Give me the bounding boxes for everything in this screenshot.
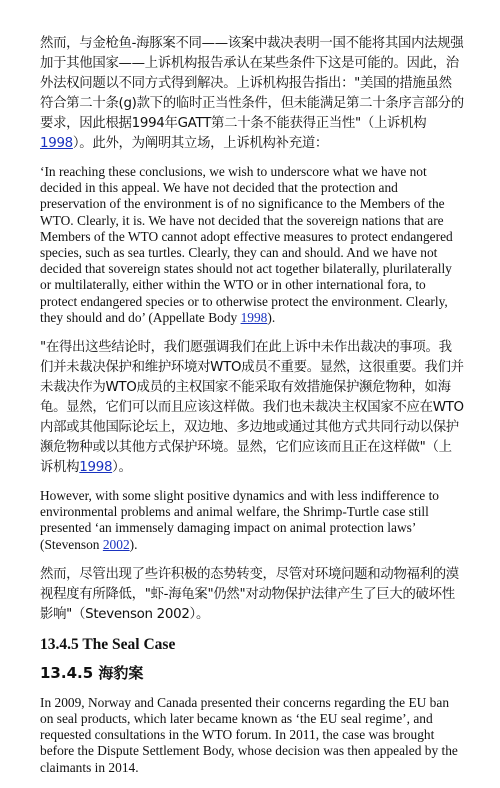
paragraph-text: 然而，与金枪鱼-海豚案不同——该案中裁决表明一国不能将其国内法规强加于其他国家——上诉机构报告承认在某些条件下这是可能的。因此，治外法权问题以不同方式得到解决。上诉机构报告指出："美国的措施虽然符合第二十条(g)款下的临时正当性条件，但未能满足第二十条序言部分的要求，因此根据1994年GATT第二十条不能获得正当性"（上诉机构 — [40, 36, 464, 131]
citation-link-1998[interactable]: 1998 — [79, 460, 113, 476]
citation-link-1998[interactable]: 1998 — [240, 309, 268, 325]
document-page — [40, 34, 464, 788]
section-heading-zh: 13.4.5 海豹案 — [40, 663, 144, 682]
section-heading-en: 13.4.5 The Seal Case — [40, 635, 176, 653]
citation-link-1998[interactable]: 1998 — [40, 136, 73, 151]
paragraph-zh-quote — [40, 338, 464, 478]
paragraph-tail: ）。此外，为阐明其立场，上诉机构补充道： — [72, 136, 329, 151]
paragraph-en-quote — [40, 164, 464, 326]
paragraph-tail: ）。 — [112, 460, 132, 476]
paragraph-tail: ). — [129, 536, 138, 552]
paragraph-text: ‘In reaching these conclusions, we wish to underscore what we have not decided in this appeal. We have not decided that the protection and preservation of the environment is of no significance to the Members of the WTO. Clearly, it is. We have not decided that the sovereign nations that are Members of the WTO cannot adopt effective measures to protect endangered species, such as sea turtles. Clearly, they can and should. And we have not decided that sovereign states should not act together bilaterally, plurilaterally or multilaterally, either within the WTO or in other international fora, to protect endangered species or to otherwise protect the environment. Clearly, they should and do’ (Appellate Body — [40, 164, 453, 325]
citation-link-2002[interactable]: 2002 — [102, 536, 130, 552]
paragraph-zh-appellate-report — [40, 34, 464, 154]
paragraph-zh-dynamics: 然而，尽管出现了些许积极的态势转变，尽管对环境问题和动物福利的漠视程度有所降低，"虾-海龟案"仍然"对动物保护法律产生了巨大的破坏性影响"（Stevenson 2002）。 — [40, 566, 459, 622]
paragraph-text: However, with some slight positive dynamics and with less indifference to environmental problems and animal welfare, the Shrimp-Turtle case still presented ‘an immensely damaging impact on animal protection laws’ (Stevenson — [40, 488, 439, 552]
paragraph-tail: ). — [267, 309, 276, 325]
paragraph-text: "在得出这些结论时，我们愿强调我们在此上诉中未作出裁决的事项。我们并未裁决保护和维护环境对WTO成员不重要。显然，这很重要。我们并未裁决作为WTO成员的主权国家不能采取有效措施保护濒危物种，如海龟。显然，它们可以而且应该这样做。我们也未裁决主权国家不应在WTO内部或其他国际论坛上，双边地、多边地或通过其他方式共同行动以保护濒危物种或以其他方式保护环境。显然，它们应该而且正在这样做"（上诉机构 — [40, 340, 464, 476]
paragraph-en-dynamics — [40, 488, 464, 553]
paragraph-en-seal-case: In 2009, Norway and Canada presented their concerns regarding the EU ban on seal products, which later became known as ‘the EU seal regime’, and requested consultations in the WTO forum. In 2011, the case was brought before the Dispute Settlement Body, whose decision was then appealed by the claimants in 2014. — [40, 694, 458, 775]
